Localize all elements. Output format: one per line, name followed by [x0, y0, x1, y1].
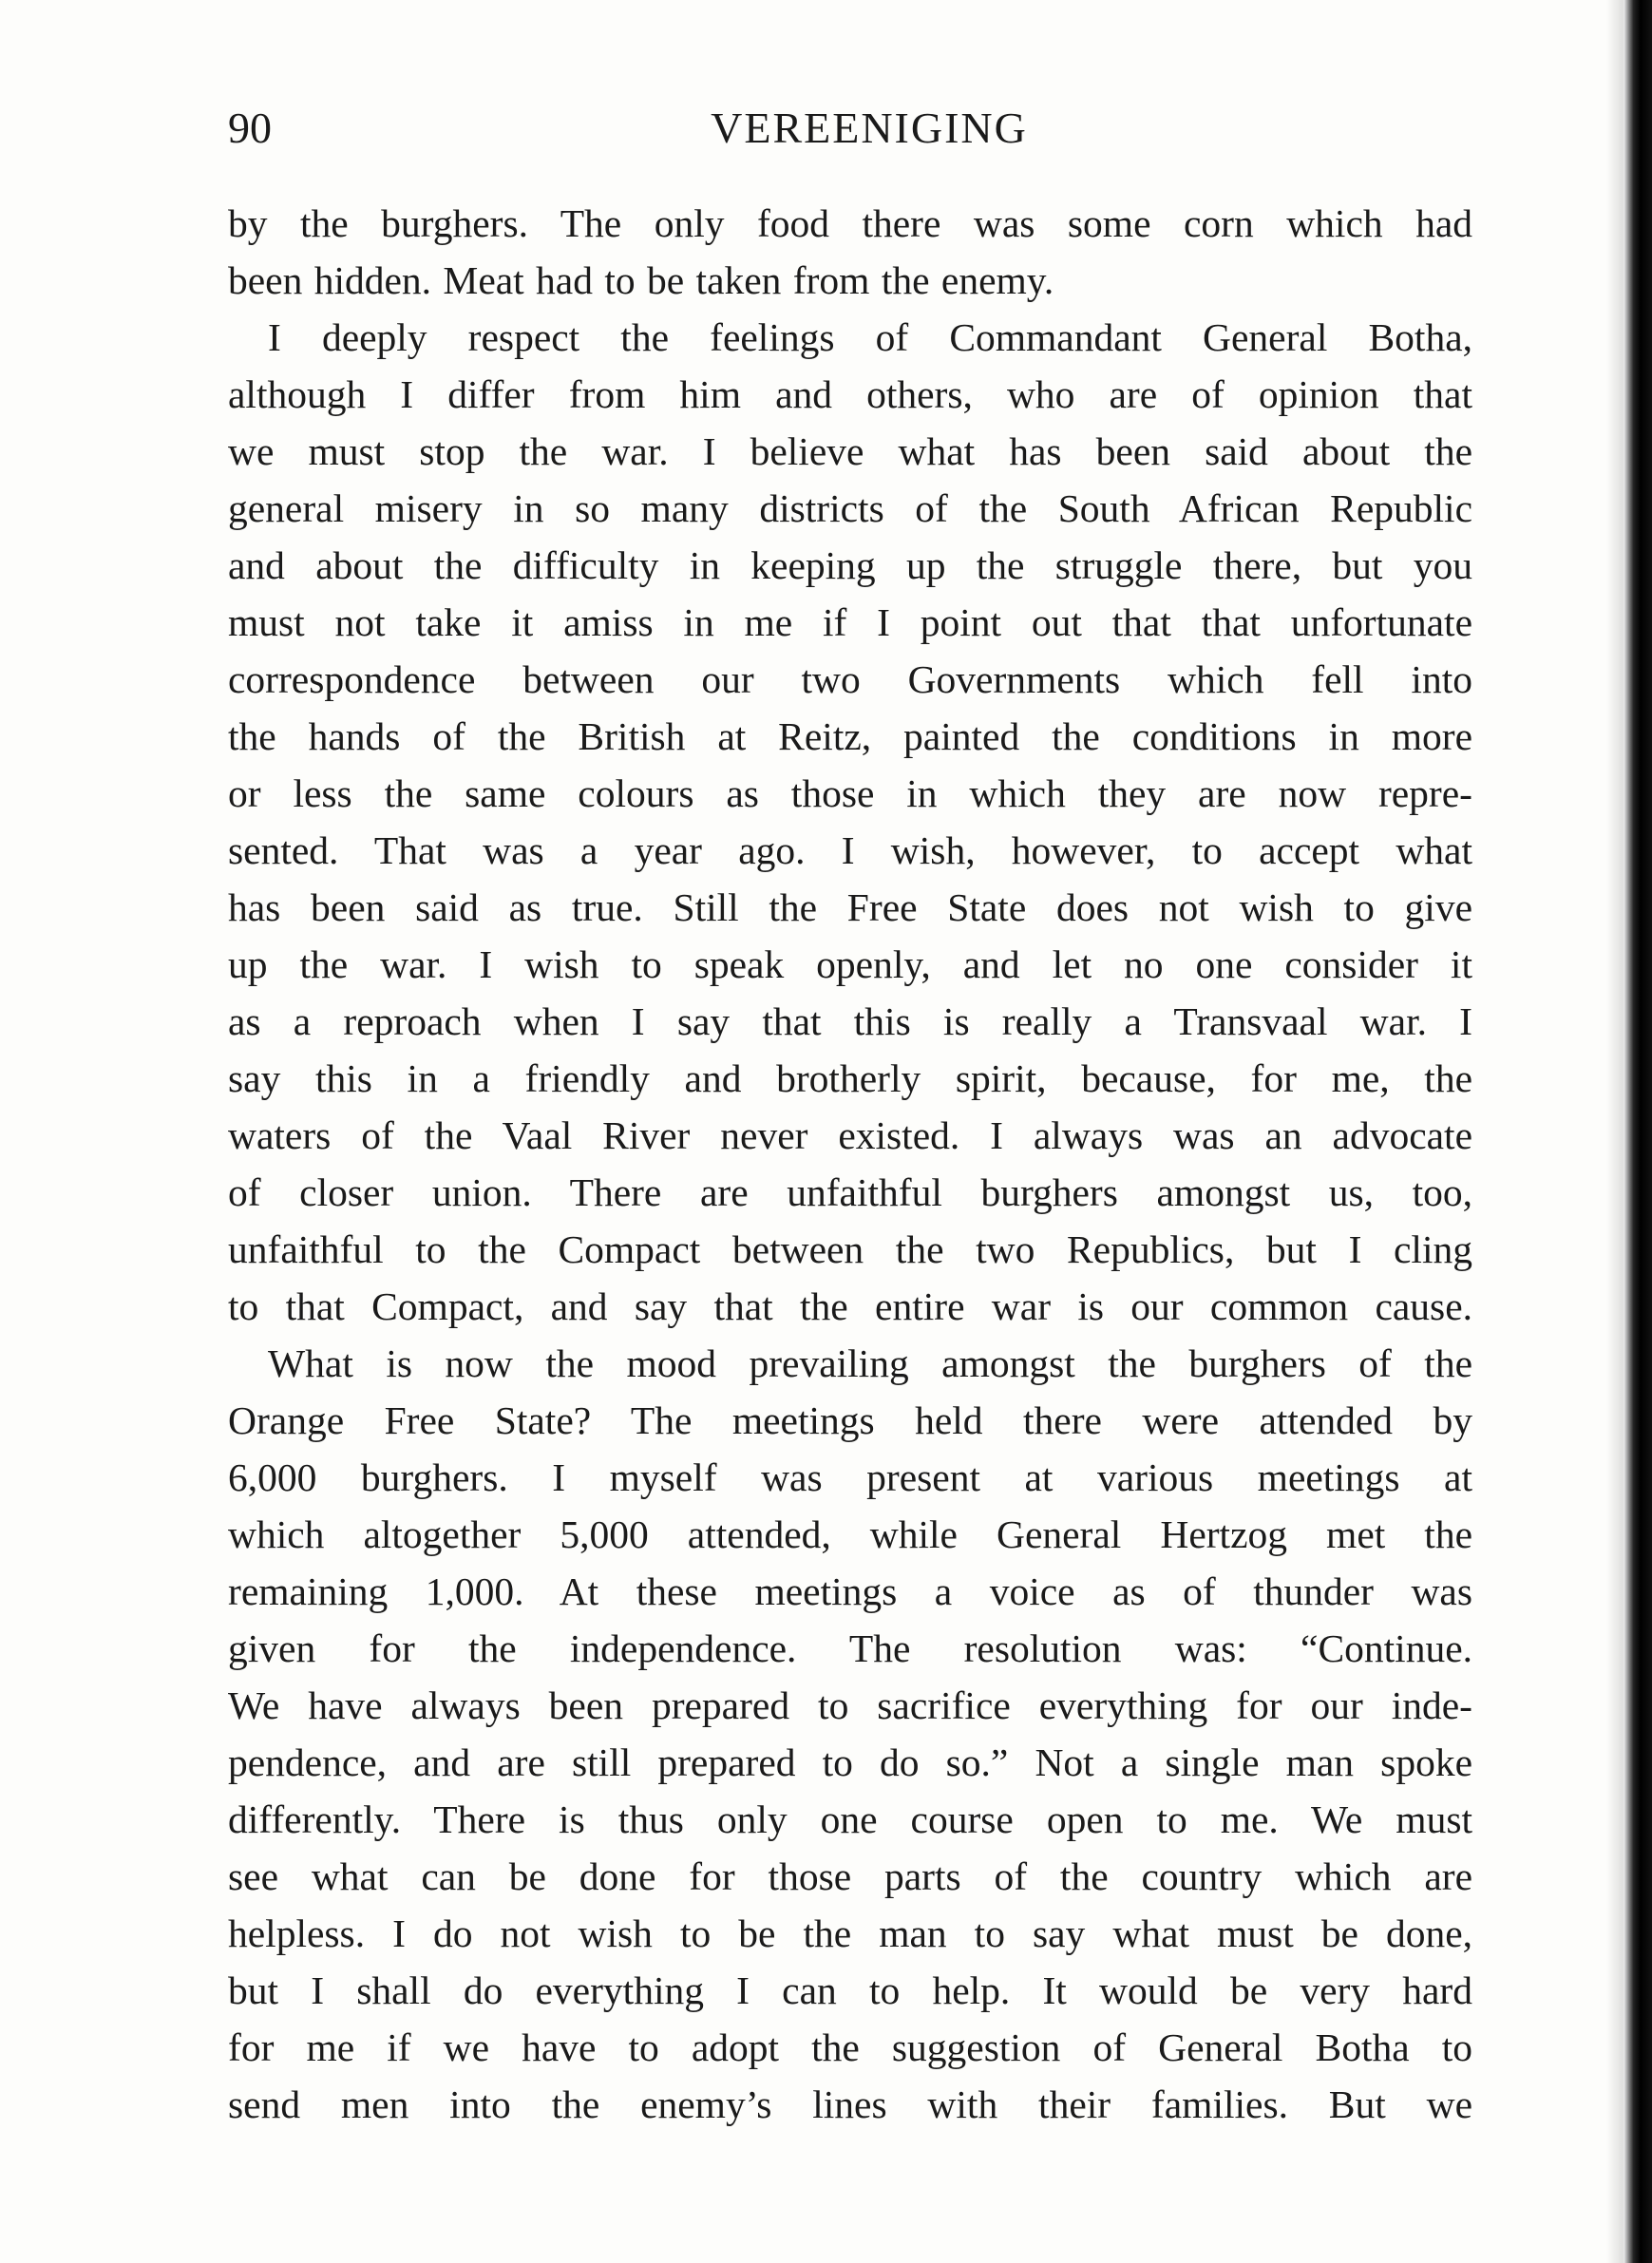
binding-shadow	[1606, 0, 1624, 2263]
text-line: I deeply respect the feelings of Commandant General Botha,	[268, 315, 1472, 359]
text-line: has been said as true. Still the Free State does not wish to give	[228, 885, 1472, 929]
text-line: given for the independence. The resolution was: “Continue.	[228, 1626, 1472, 1670]
text-line: as a reproach when I say that this is really a Transvaal war. I	[228, 999, 1472, 1043]
text-line: see what can be done for those parts of the country which are	[228, 1854, 1472, 1898]
text-line: Orange Free State? The meetings held there were attended by	[228, 1398, 1472, 1442]
text-line: differently. There is thus only one course open to me. We must	[228, 1797, 1472, 1841]
text-line: 6,000 burghers. I myself was present at various meetings at	[228, 1455, 1472, 1499]
paragraph-1	[228, 195, 1472, 309]
text-line: we must stop the war. I believe what has been said about the	[228, 429, 1472, 473]
text-line: general misery in so many districts of the South African Republic	[228, 486, 1472, 530]
text-line: remaining 1,000. At these meetings a voice as of thunder was	[228, 1569, 1472, 1613]
text-line: waters of the Vaal River never existed. I always was an advocate	[228, 1113, 1472, 1157]
text-line: but I shall do everything I can to help. It would be very hard	[228, 1968, 1472, 2012]
text-line: or less the same colours as those in which they are now repre-	[228, 771, 1472, 815]
text-line: been hidden. Meat had to be taken from the enemy.	[228, 258, 1054, 302]
text-line: pendence, and are still prepared to do so.” Not a single man spoke	[228, 1740, 1472, 1784]
text-line: correspondence between our two Governments which fell into	[228, 657, 1472, 701]
running-title: VEREENIGING	[711, 104, 1028, 152]
page-header	[228, 100, 1472, 166]
text-line: What is now the mood prevailing amongst the burghers of the	[268, 1341, 1472, 1385]
body-text	[228, 195, 1472, 2133]
page-binding-edge	[1624, 0, 1652, 2263]
text-line: must not take it amiss in me if I point out that that unfortunate	[228, 600, 1472, 644]
text-line: We have always been prepared to sacrifice everything for our inde-	[228, 1683, 1472, 1727]
text-line: for me if we have to adopt the suggestion of General Botha to	[228, 2025, 1472, 2069]
text-line: send men into the enemy’s lines with their families. But we	[228, 2082, 1472, 2126]
text-line: of closer union. There are unfaithful burghers amongst us, too,	[228, 1170, 1472, 1214]
paragraph-3	[228, 1335, 1472, 2133]
paragraph-2	[228, 309, 1472, 1335]
page-number: 90	[228, 104, 272, 152]
text-line: although I differ from him and others, who are of opinion that	[228, 372, 1472, 416]
text-line: which altogether 5,000 attended, while General Hertzog met the	[228, 1512, 1472, 1556]
text-line: by the burghers. The only food there was some corn which had	[228, 201, 1472, 245]
text-line: and about the difficulty in keeping up the struggle there, but you	[228, 543, 1472, 587]
text-line: to that Compact, and say that the entire war is our common cause.	[228, 1284, 1472, 1328]
text-line: up the war. I wish to speak openly, and let no one consider it	[228, 942, 1472, 986]
text-line: unfaithful to the Compact between the two Republics, but I cling	[228, 1227, 1472, 1271]
text-line: sented. That was a year ago. I wish, however, to accept what	[228, 828, 1472, 872]
text-line: say this in a friendly and brotherly spirit, because, for me, the	[228, 1056, 1472, 1100]
text-line: the hands of the British at Reitz, painted the conditions in more	[228, 714, 1472, 758]
text-line: helpless. I do not wish to be the man to say what must be done,	[228, 1911, 1472, 1955]
